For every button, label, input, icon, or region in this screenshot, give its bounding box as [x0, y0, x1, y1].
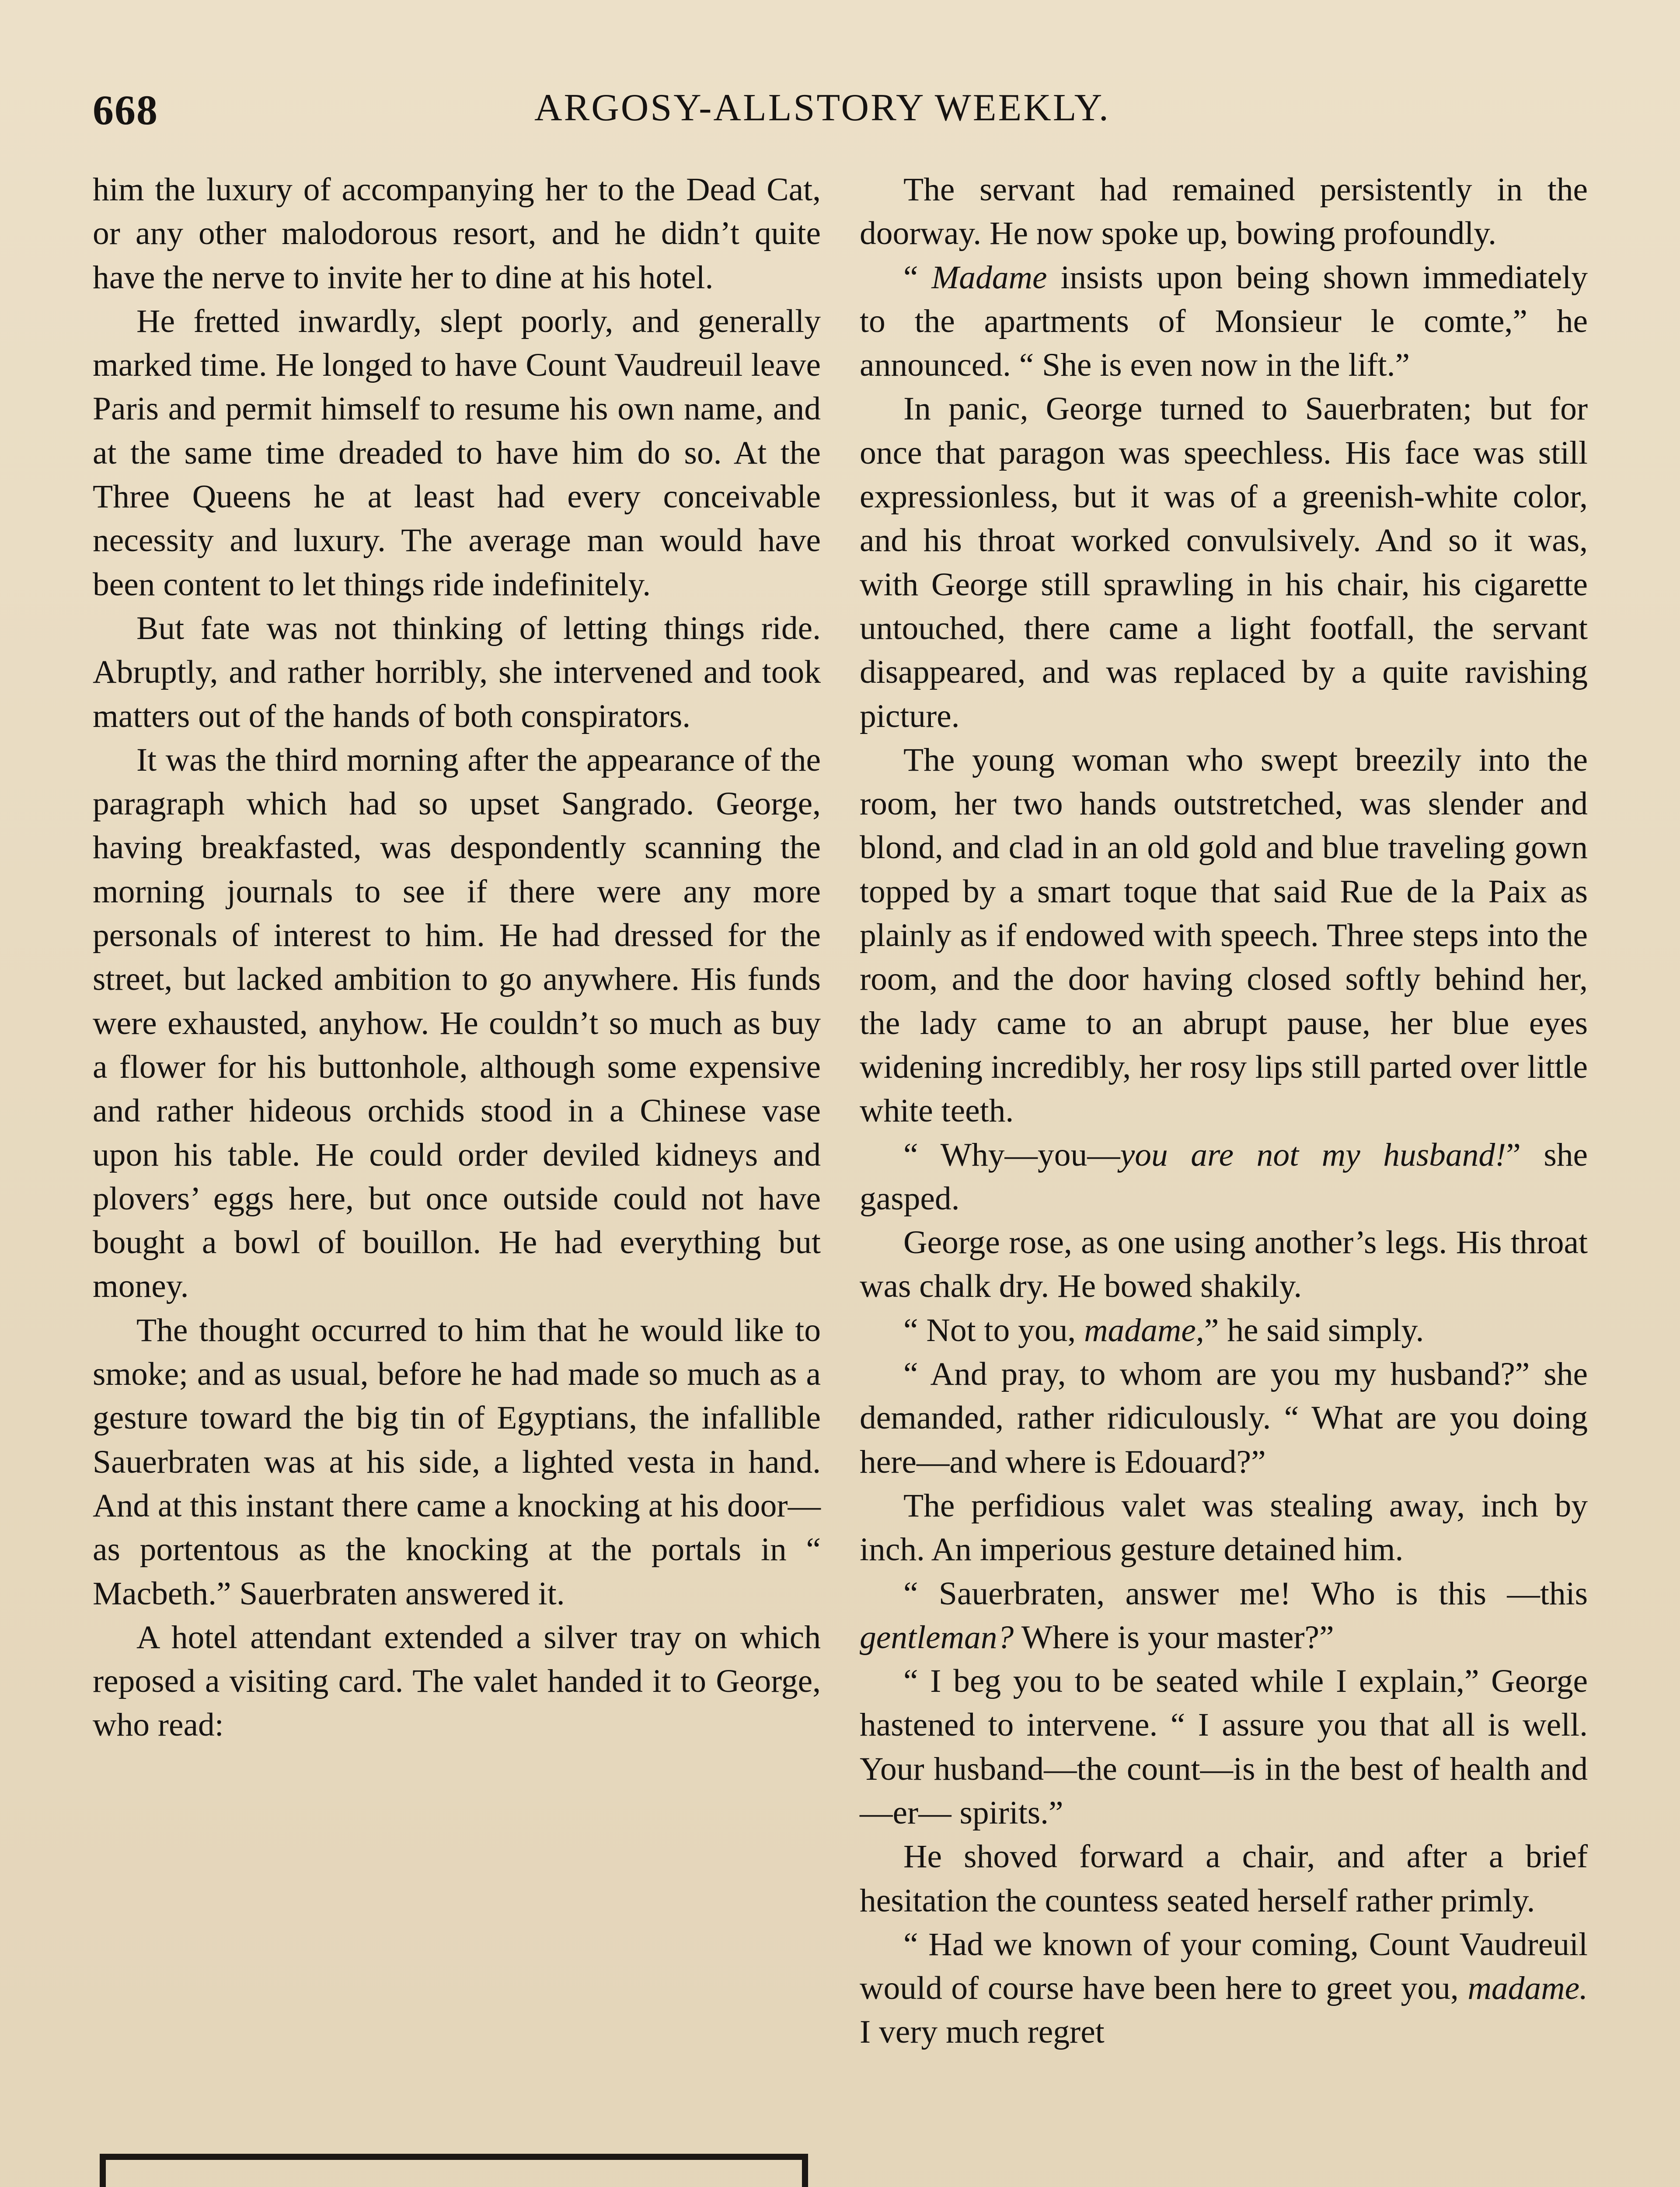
- left-column: [93, 168, 821, 1747]
- paragraph: “ And pray, to whom are you my husband?” she demanded, rather ridiculously. “ What are you doing here—and where is Edouard?”: [860, 1356, 1588, 1480]
- paragraph: The perfidious valet was stealing away, inch by inch. An imperious gesture detained him.: [860, 1487, 1588, 1568]
- paragraph: [860, 1133, 1588, 1221]
- paragraph: The servant had remained persistently in the doorway. He now spoke up, bowing profoundly.: [860, 171, 1588, 252]
- page-number: 668: [93, 87, 158, 133]
- text-run: “: [903, 259, 932, 296]
- paragraph: The young woman who swept breezily into the room, her two hands outstretched, was slender and blond, and clad in an old gold and blue traveling gown topped by a smart toque that said Rue de la Paix as plainly as if endowed with speech. Three steps into the room, and the door having closed softly behind her, the lady came to an abrupt pause, her blue eyes widening incredibly, her rosy lips still parted over little white teeth.: [860, 741, 1588, 1129]
- paragraph: [860, 1572, 1588, 1660]
- paragraph: A hotel attendant extended a silver tray on which reposed a visiting card. The valet handed it to George, who read:: [93, 1619, 821, 1743]
- page-header: [93, 86, 1593, 134]
- paragraph: He shoved forward a chair, and after a brief hesitation the countess seated herself rather primly.: [860, 1838, 1588, 1919]
- right-column: [860, 168, 1588, 2054]
- italic-run: gentleman?: [860, 1619, 1014, 1656]
- paragraph: him the luxury of accompanying her to the Dead Cat, or any other malodorous resort, and he didn’t quite have the nerve to invite her to dine at his hotel.: [93, 171, 821, 296]
- paragraph: George rose, as one using another’s legs. His throat was chalk dry. He bowed shakily.: [860, 1224, 1588, 1305]
- text-run: ” she gasped.: [860, 1136, 1588, 1217]
- visiting-card: [100, 2154, 808, 2187]
- text-run: Where is your master?”: [1014, 1619, 1334, 1656]
- text-run: I very much regret: [860, 2014, 1105, 2051]
- paragraph: [860, 1923, 1588, 2054]
- italic-run: madame,: [1084, 1312, 1204, 1349]
- paragraph: But fate was not thinking of letting things ride. Abruptly, and rather horribly, she intervened and took matters out of the hands of both conspirators.: [93, 610, 821, 734]
- paragraph: “ I beg you to be seated while I explain,” George hastened to intervene. “ I assure you that all is well. Your husband—the count—is in the best of health and—er— spirits.”: [860, 1663, 1588, 1831]
- paragraph: [860, 1309, 1588, 1352]
- text-run: “ Why—you—: [903, 1136, 1120, 1173]
- paragraph: The thought occurred to him that he would like to smoke; and as usual, before he had made so much as a gesture toward the big tin of Egyptians, the infallible Sauerbraten was at his side, a lighted vesta in hand. And at this instant there came a knocking at his door—as portentous as the knocking at the portals in “ Macbeth.” Sauerbraten answered it.: [93, 1312, 821, 1612]
- text-run: insists upon being shown immediately to the apartments of Monsieur le comte,” he announced. “ She is even now in the lift.”: [860, 259, 1588, 384]
- text-run: ” he said simply.: [1204, 1312, 1424, 1349]
- paragraph: He fretted inwardly, slept poorly, and generally marked time. He longed to have Count Vaudreuil leave Paris and permit himself to resume his own name, and at the same time dreaded to have him do so. At the Three Queens he at least had every conceivable necessity and luxury. The average man would have been content to let things ride indefinitely.: [93, 303, 821, 603]
- running-head: ARGOSY-ALLSTORY WEEKLY.: [534, 87, 1110, 129]
- text-run: “ Sauerbraten, answer me! Who is this —this: [903, 1575, 1588, 1612]
- paragraph: [860, 256, 1588, 388]
- paragraph: In panic, George turned to Sauerbraten; but for once that paragon was speechless. His face was still expressionless, but it was of a greenish-white color, and his throat worked convulsively. And so it was, with George still sprawling in his chair, his cigarette untouched, there came a light footfall, the servant disappeared, and was replaced by a quite ravishing picture.: [860, 391, 1588, 734]
- text-run: “ Had we known of your coming, Count Vaudreuil would of course have been here to greet you,: [860, 1926, 1588, 2007]
- paragraph: It was the third morning after the appearance of the paragraph which had so upset Sangrado. George, having breakfasted, was despondently scanning the morning journals to see if there were any more personals of interest to him. He had dressed for the street, but lacked ambition to go anywhere. His funds were exhausted, anyhow. He couldn’t so much as buy a flower for his buttonhole, although some expensive and rather hideous orchids stood in a Chinese vase upon his table. He could order deviled kidneys and plovers’ eggs here, but once outside could not have bought a bowl of bouillon. He had everything but money.: [93, 741, 821, 1305]
- italic-run: Madame: [931, 259, 1047, 296]
- italic-run: madame.: [1467, 1970, 1588, 2007]
- italic-run: you are not my husband!: [1120, 1136, 1506, 1173]
- text-run: “ Not to you,: [903, 1312, 1084, 1349]
